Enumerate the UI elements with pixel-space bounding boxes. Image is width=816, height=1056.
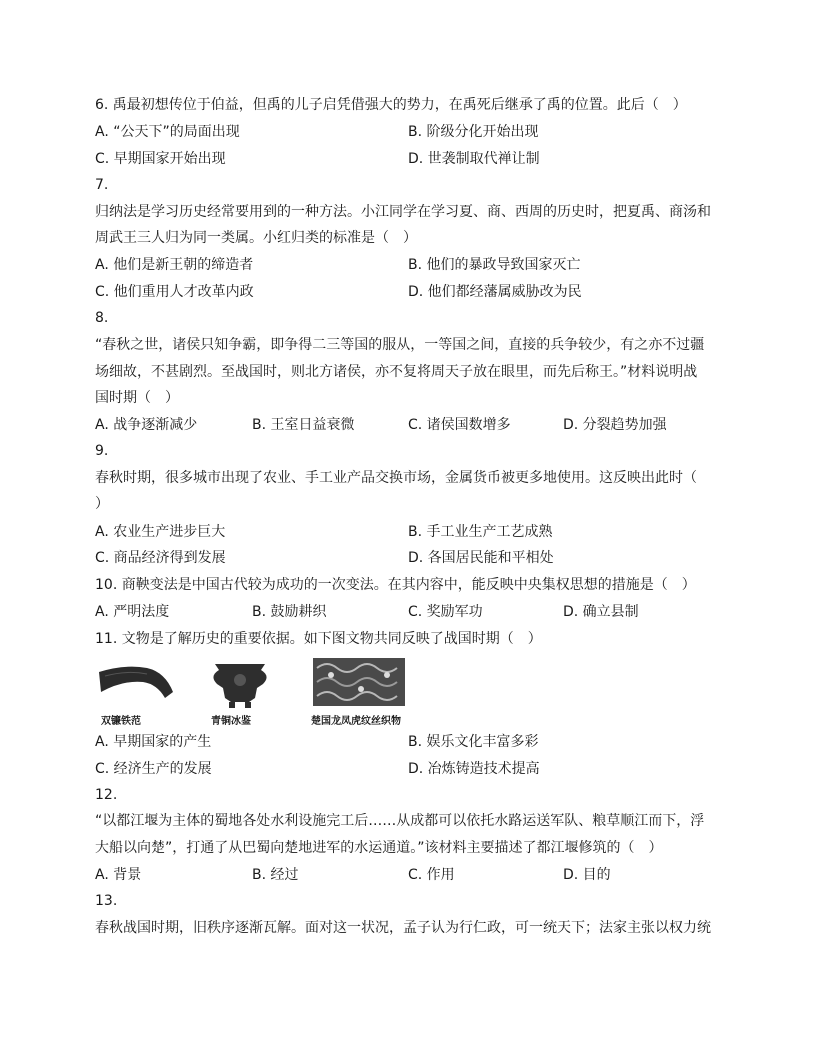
q11-option-c[interactable]: C. 经济生产的发展 (95, 761, 212, 777)
chu-silk-fabric-image (311, 658, 405, 727)
q11-stem: 11. 文物是了解历史的重要依据。如下图文物共同反映了战国时期（ ） (95, 631, 542, 647)
q8-stem-line1: “春秋之世，诸侯只知争霸，即争得二三等国的服从，一等国之间，直接的兵争较少，有之亦不过疆 (95, 337, 705, 353)
bronze-vessel-icon (205, 658, 275, 710)
iron-sickle-mold-image (95, 658, 175, 727)
q10-stem: 10. 商鞅变法是中国古代较为成功的一次变法。在其内容中，能反映中央集权思想的措施是（ ） (95, 577, 696, 593)
q12-stem-line2: 大船以向楚”，打通了从巴蜀向楚地进军的水运通道。”该材料主要描述了都江堰修筑的（ ） (95, 840, 663, 856)
q12-option-d[interactable]: D. 目的 (563, 867, 611, 883)
q7-option-a[interactable]: A. 他们是新王朝的缔造者 (95, 257, 254, 273)
q7-option-b[interactable]: B. 他们的暴政导致国家灭亡 (408, 257, 581, 273)
q6-option-c[interactable]: C. 早期国家开始出现 (95, 151, 226, 167)
q6-option-a[interactable]: A. “公天下”的局面出现 (95, 124, 240, 140)
q8-option-b[interactable]: B. 王室日益衰微 (252, 417, 355, 433)
q10-option-d[interactable]: D. 确立县制 (563, 604, 639, 620)
q8-option-c[interactable]: C. 诸侯国数增多 (408, 417, 511, 433)
q12-stem-line1: “以都江堰为主体的蜀地各处水利设施完工后……从成都可以依托水路运送军队、粮草顺江而下，浮 (95, 813, 705, 829)
q9-option-b[interactable]: B. 手工业生产工艺成熟 (408, 524, 553, 540)
q9-option-c[interactable]: C. 商品经济得到发展 (95, 550, 226, 566)
q13-stem-line1: 春秋战国时期，旧秩序逐渐瓦解。面对这一状况，孟子认为行仁政，可一统天下；法家主张以权力统 (95, 920, 711, 936)
q12-option-a[interactable]: A. 背景 (95, 867, 142, 883)
bronze-ice-chest-image (205, 658, 275, 727)
q7-number: 7. (95, 177, 109, 193)
q11-artifact-figures (95, 658, 425, 728)
q8-stem-line3: 国时期（ ） (95, 390, 179, 406)
q8-option-a[interactable]: A. 战争逐渐减少 (95, 417, 198, 433)
q9-option-a[interactable]: A. 农业生产进步巨大 (95, 524, 226, 540)
q9-stem-line2: ） (95, 496, 109, 512)
q10-option-a[interactable]: A. 严明法度 (95, 604, 170, 620)
q8-stem-line2: 场细故，不甚剧烈。至战国时，则北方诸侯，亦不复将周天子放在眼里，而先后称王。”材料说明战 (95, 364, 698, 380)
q7-stem-line1: 归纳法是学习历史经常要用到的一种方法。小江同学在学习夏、商、西周的历史时，把夏禹、商汤和 (95, 204, 711, 220)
q12-number: 12. (95, 787, 118, 803)
figure-caption-3: 楚国龙凤虎纹丝织物 (311, 716, 401, 727)
q7-option-d[interactable]: D. 他们都经藩属威胁改为民 (408, 284, 582, 300)
figure-caption-2: 青铜冰鉴 (211, 716, 251, 727)
q7-option-c[interactable]: C. 他们重用人才改革内政 (95, 284, 254, 300)
q11-option-a[interactable]: A. 早期国家的产生 (95, 734, 212, 750)
q13-number: 13. (95, 893, 118, 909)
q8-number: 8. (95, 310, 109, 326)
q11-option-b[interactable]: B. 娱乐文化丰富多彩 (408, 734, 539, 750)
q9-option-d[interactable]: D. 各国居民能和平相处 (408, 550, 554, 566)
q10-option-b[interactable]: B. 鼓励耕织 (252, 604, 327, 620)
q8-option-d[interactable]: D. 分裂趋势加强 (563, 417, 667, 433)
q6-option-d[interactable]: D. 世袭制取代禅让制 (408, 151, 540, 167)
iron-sickle-mold-icon (95, 658, 175, 708)
q12-option-c[interactable]: C. 作用 (408, 867, 455, 883)
q9-stem-line1: 春秋时期，很多城市出现了农业、手工业产品交换市场，金属货币被更多地使用。这反映出此时（ (95, 470, 697, 486)
q9-number: 9. (95, 443, 109, 459)
figure-caption-1: 双镰铁范 (101, 716, 141, 727)
q12-option-b[interactable]: B. 经过 (252, 867, 299, 883)
silk-pattern-icon (313, 658, 405, 706)
q6-stem: 6. 禹最初想传位于伯益，但禹的儿子启凭借强大的势力，在禹死后继承了禹的位置。此后（ ） (95, 97, 687, 113)
q6-option-b[interactable]: B. 阶级分化开始出现 (408, 124, 539, 140)
q11-option-d[interactable]: D. 冶炼铸造技术提高 (408, 761, 540, 777)
q7-stem-line2: 周武王三人归为同一类属。小红归类的标准是（ ） (95, 230, 417, 246)
q10-option-c[interactable]: C. 奖励军功 (408, 604, 483, 620)
